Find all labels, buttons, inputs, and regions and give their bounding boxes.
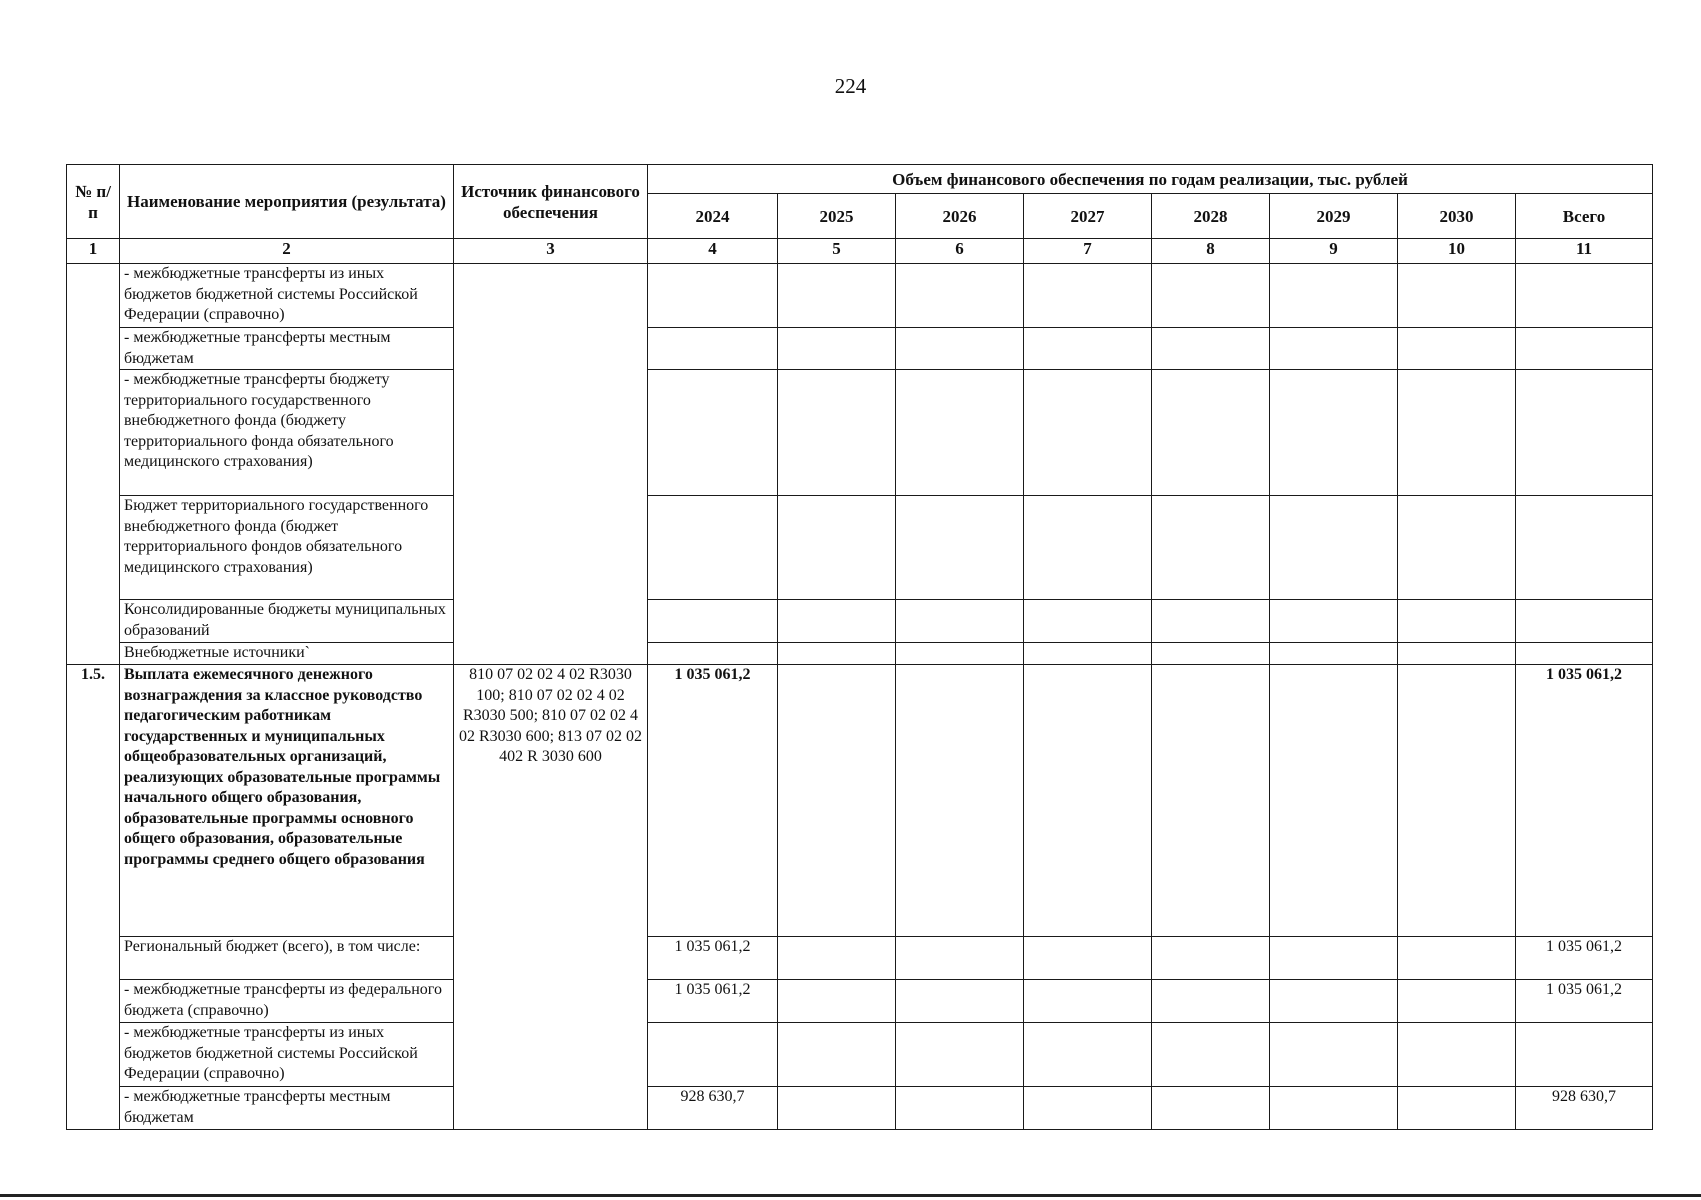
scan-edge-line — [0, 1194, 1701, 1197]
value-2024: 928 630,7 — [648, 1087, 778, 1130]
value-total: 1 035 061,2 — [1516, 937, 1653, 980]
header-year-2025: 2025 — [778, 194, 896, 239]
header-year-2028: 2028 — [1152, 194, 1270, 239]
header-number: № п/п — [67, 165, 120, 239]
table-row — [67, 980, 1653, 1023]
table-row — [67, 1087, 1653, 1130]
value-2024 — [648, 370, 778, 496]
value-total: 1 035 061,2 — [1516, 665, 1653, 937]
index-cell: 10 — [1398, 239, 1516, 264]
table-row — [67, 665, 1653, 937]
row-name: Бюджет территориального государственного внебюджетного фонда (бюджет территориального фондов обязательного медицинского страхования) — [120, 496, 454, 600]
index-cell: 2 — [120, 239, 454, 264]
header-year-2026: 2026 — [896, 194, 1024, 239]
row-name: Региональный бюджет (всего), в том числе: — [120, 937, 454, 980]
value-2024 — [648, 264, 778, 328]
table-row — [67, 496, 1653, 600]
value-2024 — [648, 1023, 778, 1087]
row-name: - межбюджетные трансферты местным бюджетам — [120, 328, 454, 370]
row-name: - межбюджетные трансферты бюджету территориального государственного внебюджетного фонда (бюджету территориального фонда обязательного медицинского страхования) — [120, 370, 454, 496]
index-cell: 3 — [454, 239, 648, 264]
header-total: Всего — [1516, 194, 1653, 239]
header-year-2024: 2024 — [648, 194, 778, 239]
value-2024 — [648, 496, 778, 600]
table-row — [67, 643, 1653, 665]
row-number: 1.5. — [67, 665, 120, 1130]
value-2024: 1 035 061,2 — [648, 937, 778, 980]
row-name: - межбюджетные трансферты из федерального бюджета (справочно) — [120, 980, 454, 1023]
index-cell: 4 — [648, 239, 778, 264]
value-total — [1516, 496, 1653, 600]
row-name: - межбюджетные трансферты из иных бюджетов бюджетной системы Российской Федерации (справочно) — [120, 264, 454, 328]
table-row — [67, 370, 1653, 496]
row-name: Выплата ежемесячного денежного вознаграждения за классное руководство педагогическим работникам государственных и муниципальных общеобразовательных организаций, реализующих образовательные программы начального общего образования, образовательные программы основного общего образования, образовательные программы среднего общего образования — [120, 665, 454, 937]
header-name: Наименование мероприятия (результата) — [120, 165, 454, 239]
row-source: 810 07 02 02 4 02 R3030 100; 810 07 02 02 4 02 R3030 500; 810 07 02 02 4 02 R3030 600; 813 07 02 02 402 R 3030 600 — [454, 665, 648, 1130]
index-cell: 1 — [67, 239, 120, 264]
page-number: 224 — [834, 74, 867, 98]
table-row — [67, 264, 1653, 328]
index-cell: 7 — [1024, 239, 1152, 264]
table-row — [67, 600, 1653, 643]
table-row — [67, 1023, 1653, 1087]
row-name: Консолидированные бюджеты муниципальных образований — [120, 600, 454, 643]
value-total — [1516, 264, 1653, 328]
row-source-empty — [454, 264, 648, 665]
value-2024 — [648, 600, 778, 643]
table-row — [67, 328, 1653, 370]
value-total: 928 630,7 — [1516, 1087, 1653, 1130]
value-total — [1516, 1023, 1653, 1087]
index-cell: 8 — [1152, 239, 1270, 264]
value-total — [1516, 328, 1653, 370]
table-row — [67, 937, 1653, 980]
value-2024: 1 035 061,2 — [648, 665, 778, 937]
header-source: Источник финансового обеспечения — [454, 165, 648, 239]
value-2024 — [648, 328, 778, 370]
index-cell: 11 — [1516, 239, 1653, 264]
value-total — [1516, 370, 1653, 496]
value-total — [1516, 643, 1653, 665]
header-year-2029: 2029 — [1270, 194, 1398, 239]
row-name: - межбюджетные трансферты из иных бюджетов бюджетной системы Российской Федерации (справочно) — [120, 1023, 454, 1087]
value-total — [1516, 600, 1653, 643]
value-total: 1 035 061,2 — [1516, 980, 1653, 1023]
header-year-2027: 2027 — [1024, 194, 1152, 239]
row-name: Внебюджетные источники` — [120, 643, 454, 665]
header-year-2030: 2030 — [1398, 194, 1516, 239]
row-number-empty — [67, 264, 120, 665]
value-2024 — [648, 643, 778, 665]
index-cell: 5 — [778, 239, 896, 264]
financing-table — [66, 164, 1653, 1130]
column-index-row — [67, 239, 1653, 264]
row-name: - межбюджетные трансферты местным бюджетам — [120, 1087, 454, 1130]
index-cell: 6 — [896, 239, 1024, 264]
header-volume: Объем финансового обеспечения по годам реализации, тыс. рублей — [648, 165, 1653, 194]
value-2024: 1 035 061,2 — [648, 980, 778, 1023]
index-cell: 9 — [1270, 239, 1398, 264]
